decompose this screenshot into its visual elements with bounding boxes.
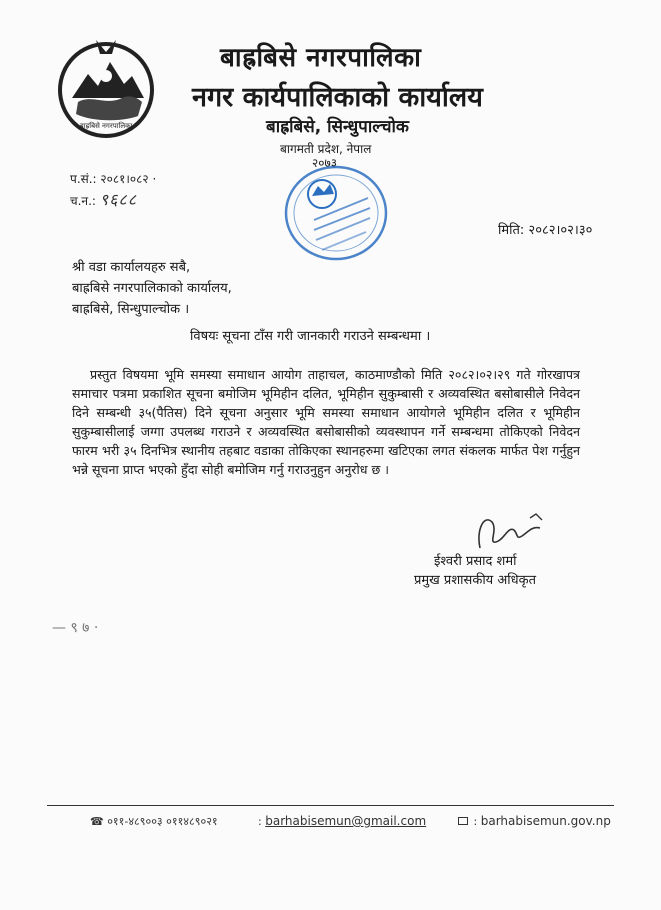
footer-website <box>458 814 611 828</box>
website-separator: : <box>473 815 478 828</box>
header-location: बाह्रबिसे, सिन्धुपाल्चोक <box>266 117 409 137</box>
signatory-name: ईश्वरी प्रसाद शर्मा <box>434 554 517 569</box>
municipality-emblem <box>52 36 160 140</box>
web-icon <box>458 817 468 825</box>
office-stamp <box>278 158 394 268</box>
letter-body: प्रस्तुत विषयमा भूमि समस्या समाधान आयोग ताहाचल, काठमाण्डौको मिति २०८२।०२।२९ गते गोरखापत्र समाचार पत्रमा प्रकाशित सूचना बमोजिम भूमिहीन दलित, भूमिहीन सुकुम्बासी र अव्यवस्थित बसोबासीले निवेदन दिने सम्बन्धी ३५(पैतिस) दिने सूचना अनुसार भूमि समस्या समाधान आयोगले भूमिहीन दलित र भूमिहीन सुकुम्बासीलाई जग्गा उपलब्ध गराउने र अव्यवस्थित बसोबासीको व्यवस्थापन गर्ने सम्बन्धमा तोकिएको निवेदन फारम भरी ३५ दिनभित्र स्थानीय तहबाट वडाका तोकिएका स्थानहरुमा खटिएका लगत संकलक मार्फत पेश गर्नुहुन भन्ने सूचना प्राप्त भएको हुँदा सोही बमोजिम गर्नु गराउनुहुन अनुरोध छ । <box>72 367 580 477</box>
footer-email-text[interactable]: barhabisemun@gmail.com <box>265 814 427 828</box>
handwritten-signature <box>470 500 550 555</box>
addressee-line-2: बाह्रबिसे नगरपालिकाको कार्यालय, <box>72 281 232 296</box>
email-separator: : <box>258 815 262 828</box>
letter-date: मिति: २०८२।०२।३० <box>498 223 593 238</box>
addressee-block <box>72 257 232 320</box>
phone-icon: ☎ <box>90 815 104 828</box>
reference-cn-label: च.न.: <box>70 194 96 208</box>
reference-cn-value: ९६८८ <box>99 190 138 209</box>
header-year: २०७३ <box>312 156 337 170</box>
header-province: बागमती प्रदेश, नेपाल <box>280 142 372 156</box>
signatory-title: प्रमुख प्रशासकीय अधिकृत <box>414 573 537 588</box>
footer-email <box>258 814 426 828</box>
faint-marks: — ९ ७ · <box>52 620 99 636</box>
footer-divider <box>47 805 614 806</box>
header-title-2: नगर कार्यपालिकाको कार्यालय <box>192 82 483 113</box>
footer-phone <box>90 814 218 829</box>
reference-cn <box>70 188 137 210</box>
addressee-line-1: श्री वडा कार्यालयहरु सबै, <box>72 260 191 275</box>
reference-ps: प.सं.: २०८१।०८२ · <box>70 172 157 186</box>
letter-subject: विषयः सूचना टाँस गरी जानकारी गराउने सम्बन्धमा । <box>190 329 431 344</box>
footer-website-text[interactable]: barhabisemun.gov.np <box>480 814 611 828</box>
emblem-text: बाह्रबिसे नगरपालिका <box>79 122 133 130</box>
addressee-line-3: बाह्रबिसे, सिन्धुपाल्चोक । <box>72 302 190 317</box>
header-title-1: बाह्रबिसे नगरपालिका <box>220 43 422 73</box>
footer-phone-text: ०११-४८९००३ ०११४८९०२१ <box>107 815 218 828</box>
